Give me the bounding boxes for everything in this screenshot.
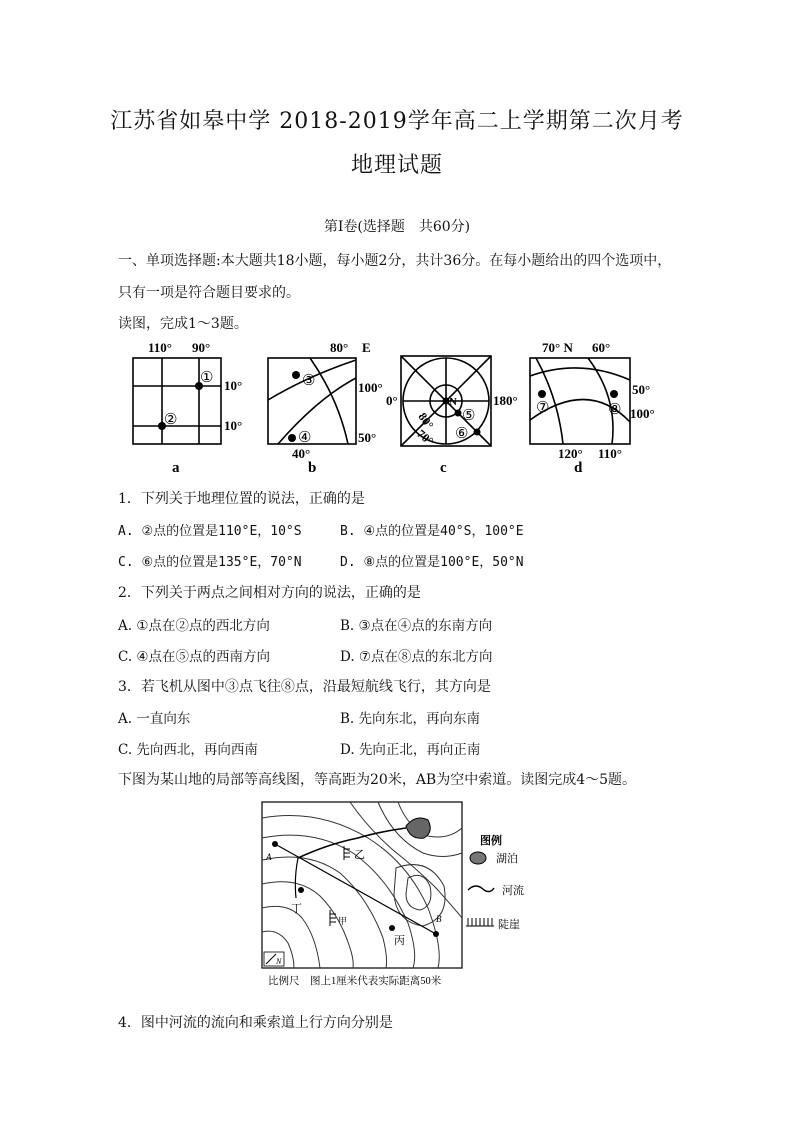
- point-3-marker: [292, 371, 300, 379]
- figure-group-abcd: [118, 338, 655, 478]
- legend-river: 河流: [502, 885, 524, 897]
- instructions-line-2: 只有一项是符合题目要求的。: [118, 285, 300, 301]
- label-a: A: [266, 852, 272, 862]
- fig-d-top-2: 60°: [592, 340, 611, 355]
- question-2: 2．下列关于两点之间相对方向的说法，正确的是: [118, 585, 421, 601]
- fig-d-point-8: ⑧: [608, 402, 622, 418]
- point-ding-marker: [298, 887, 304, 893]
- legend-lake: 湖泊: [496, 853, 518, 865]
- question-1: 1．下列关于地理位置的说法，正确的是: [118, 491, 365, 507]
- q1-option-a: A. ②点的位置是110°E，10°S: [118, 524, 302, 539]
- instructions-line-1: 一、单项选择题:本大题共18小题，每小题2分，共计36分。在每小题给出的四个选项中，: [118, 253, 672, 269]
- fig-b-top-2: E: [362, 340, 371, 355]
- fig-b-bottom: 40°: [292, 446, 311, 461]
- q3-option-c: C. 先向西北，再向西南: [118, 742, 258, 758]
- fig-d-bottom-1: 120°: [558, 446, 583, 461]
- fig-c-right: 180°: [493, 393, 518, 408]
- fig-d-bottom-2: 110°: [598, 446, 622, 461]
- north-label: N: [276, 957, 282, 966]
- contour-map: [258, 798, 532, 990]
- fig-d-right-2: 100°: [630, 406, 655, 421]
- fig-b-caption: b: [308, 460, 317, 476]
- point-4-marker: [288, 434, 296, 442]
- label-ding: 丁: [291, 903, 302, 915]
- q3-option-a: A. 一直向东: [118, 711, 191, 727]
- fig-c-point-6: ⑥: [455, 426, 469, 442]
- fig-b-right-1: 100°: [358, 380, 383, 395]
- read-prompt-1: 读图，完成1～3题。: [118, 316, 248, 332]
- legend-cliff: 陡崖: [498, 919, 520, 931]
- map-scale: 比例尺 图上1厘米代表实际距离50米: [268, 976, 442, 987]
- fig-a-point-1: ①: [200, 370, 214, 386]
- point-bing-marker: [389, 925, 395, 931]
- fig-b-point-4: ④: [298, 430, 312, 446]
- point-b-marker: [433, 931, 439, 937]
- fig-b-right-2: 50°: [358, 430, 377, 445]
- point-5-marker: [455, 410, 462, 417]
- fig-a-point-2: ②: [164, 412, 178, 428]
- point-6-marker: [474, 429, 481, 436]
- fig-c-caption: c: [440, 460, 447, 476]
- fig-d-point-7: ⑦: [536, 400, 550, 416]
- fig-d-caption: d: [574, 460, 583, 476]
- point-7-marker: [538, 390, 546, 398]
- label-bing: 丙: [394, 935, 405, 947]
- fig-c-inner-1: 80°: [415, 409, 437, 432]
- fig-c-point-5: ⑤: [462, 408, 476, 424]
- q3-option-d: D. 先向正北，再向正南: [340, 742, 481, 758]
- label-b: B: [436, 914, 442, 924]
- legend-lake-icon: [470, 852, 486, 864]
- question-3: 3．若飞机从图中③点飞往⑧点，沿最短航线飞行，其方向是: [118, 679, 491, 695]
- q3-option-b: B. 先向东北，再向东南: [340, 711, 481, 727]
- fig-a-caption: a: [172, 460, 180, 476]
- label-jia: 甲: [338, 916, 348, 926]
- legend-title: 图例: [480, 835, 502, 847]
- q2-option-a: A. ①点在②点的西北方向: [118, 618, 270, 634]
- section-heading: 第Ⅰ卷(选择题 共60分): [323, 219, 471, 235]
- fig-d-right-1: 50°: [632, 382, 651, 397]
- q2-option-b: B. ③点在④点的东南方向: [340, 618, 493, 634]
- fig-a-top-2: 90°: [192, 340, 211, 355]
- fig-a-top-1: 110°: [148, 340, 172, 355]
- fig-c-inner-2: 70°: [414, 426, 437, 449]
- point-a-marker: [272, 841, 278, 847]
- fig-a-right-1: 10°: [224, 378, 243, 393]
- page-title: 江苏省如皋中学 2018-2019学年高二上学期第二次月考: [110, 109, 684, 134]
- q2-option-d: D. ⑦点在⑧点的东北方向: [340, 649, 493, 665]
- question-4: 4．图中河流的流向和乘索道上行方向分别是: [118, 1015, 393, 1031]
- page-subtitle: 地理试题: [350, 153, 443, 178]
- label-yi: 乙: [354, 849, 365, 861]
- read-prompt-2: 下图为某山地的局部等高线图，等高距为20米，AB为空中索道。读图完成4～5题。: [118, 772, 637, 788]
- fig-a-right-2: 10°: [224, 418, 243, 433]
- fig-b-point-3: ③: [302, 373, 316, 389]
- q2-option-c: C. ④点在⑤点的西南方向: [118, 649, 271, 665]
- fig-d-top-1: 70° N: [542, 340, 573, 355]
- fig-c-north: N: [449, 396, 457, 408]
- point-8-marker: [610, 390, 618, 398]
- q1-option-d: D. ⑧点的位置是100°E，50°N: [340, 555, 524, 570]
- figure-b: [268, 358, 356, 444]
- fig-b-top-1: 80°: [330, 340, 349, 355]
- q1-option-b: B. ④点的位置是40°S，100°E: [340, 524, 524, 539]
- fig-c-left: 0°: [386, 393, 398, 408]
- q1-option-c: C. ⑥点的位置是135°E，70°N: [118, 555, 302, 570]
